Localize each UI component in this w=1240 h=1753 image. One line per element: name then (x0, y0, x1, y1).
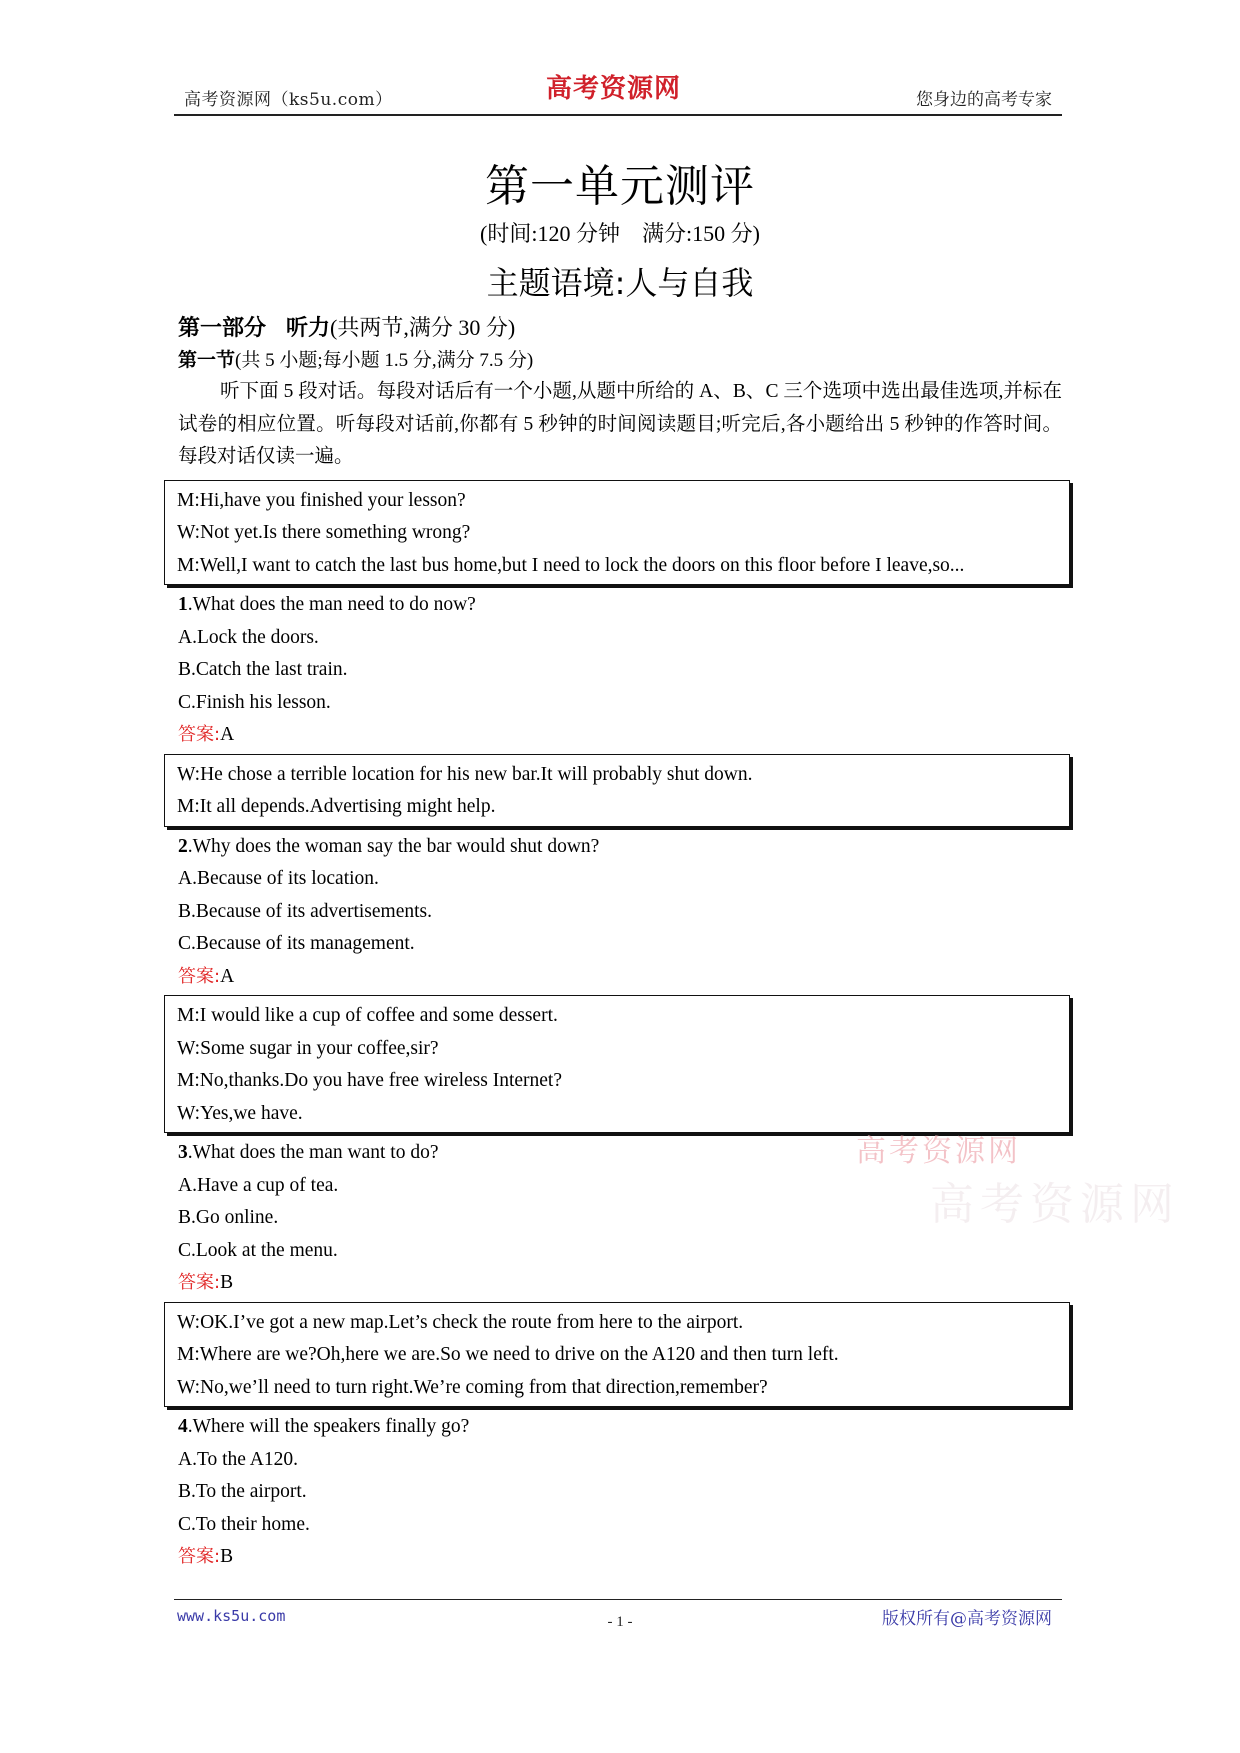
dialog-box (164, 754, 1070, 827)
dialog-line: M:It all depends.Advertising might help. (177, 796, 496, 817)
answer (178, 1267, 1062, 1300)
option-c: C.Look at the menu. (178, 1239, 338, 1261)
dialog-box (164, 1302, 1070, 1408)
question-text: .What does the man need to do now? (187, 594, 476, 615)
option-b: B.Go online. (178, 1207, 279, 1228)
section-title: 第一节 (178, 349, 236, 371)
question (178, 1411, 1062, 1574)
part-heading (178, 312, 1062, 345)
footer-copyright: 版权所有@高考资源网 (882, 1609, 1052, 1629)
question-number: 1 (178, 594, 188, 615)
option-b: B.To the airport. (178, 1481, 307, 1502)
option-a: A.Have a cup of tea. (178, 1174, 339, 1196)
question-stem (178, 589, 1062, 622)
answer-label: 答案: (178, 1546, 221, 1567)
question-number: 4 (178, 1416, 188, 1437)
dialog-box (164, 995, 1070, 1133)
question-block-1 (178, 480, 1062, 752)
option-a: A.To the A120. (178, 1448, 298, 1470)
section-heading (178, 345, 1062, 376)
answer (178, 719, 1062, 752)
question-text: .Where will the speakers finally go? (187, 1416, 470, 1437)
question-stem (178, 1411, 1062, 1444)
part-details: (共两节,满分 30 分) (330, 315, 516, 340)
question (178, 589, 1062, 752)
footer-divider (174, 1599, 1062, 1600)
dialog-line: W:Some sugar in your coffee,sir? (177, 1037, 439, 1059)
dialog-line: M:Hi,have you finished your lesson? (177, 489, 466, 511)
header-slogan: 您身边的高考专家 (916, 90, 1052, 110)
dialog-line: M:Well,I want to catch the last bus home,but I need to lock the doors on this floor before I leave,so... (177, 554, 965, 576)
part-title: 第一部分 (178, 316, 267, 341)
option-b: B.Catch the last train. (178, 659, 348, 680)
section-details: (共 5 小题;每小题 1.5 分,满分 7.5 分) (235, 350, 534, 371)
exam-content (178, 312, 1062, 1576)
dialog-line: W:Yes,we have. (177, 1102, 303, 1124)
question-text: .Why does the woman say the bar would shut down? (187, 835, 600, 857)
option-a: A.Because of its location. (178, 868, 379, 889)
question-number: 2 (178, 835, 188, 857)
option-b: B.Because of its advertisements. (178, 900, 432, 922)
exam-time: (时间:120 分钟 (480, 221, 620, 246)
dialog-box (164, 480, 1070, 586)
dialog-line: W:No,we’ll need to turn right.We’re coming from that direction,remember? (177, 1376, 768, 1398)
dialog-line: W:He chose a terrible location for his new bar.It will probably shut down. (177, 763, 753, 785)
question-text: .What does the man want to do? (187, 1142, 439, 1163)
header-site-name: 高考资源网（ks5u.com） (184, 90, 393, 110)
page-number: - 1 - (607, 1614, 633, 1630)
answer-label: 答案: (178, 724, 221, 745)
dialog-line: M:I would like a cup of coffee and some dessert. (177, 1005, 558, 1026)
theme-heading: 主题语境:人与自我 (486, 264, 754, 302)
option-c: C.To their home. (178, 1513, 310, 1535)
answer (178, 1541, 1062, 1574)
answer-label: 答案: (178, 1272, 221, 1293)
dialog-line: M:No,thanks.Do you have free wireless Internet? (177, 1070, 563, 1091)
section-instructions: 听下面 5 段对话。每段对话后有一个小题,从题中所给的 A、B、C 三个选项中选出最佳选项,并标在试卷的相应位置。听每段对话前,你都有 5 秒钟的时间阅读题目;听完后,各小题给出 5 秒钟的作答时间。每段对话仅读一遍。 (178, 381, 1062, 467)
option-c: C.Finish his lesson. (178, 691, 331, 713)
answer-value: B (220, 1272, 234, 1293)
question-stem (178, 831, 1062, 864)
question (178, 831, 1062, 994)
watermark-small: 高考资源网 (856, 1134, 1021, 1169)
exam-score: 满分:150 分) (642, 221, 760, 246)
question-block-4 (178, 1302, 1062, 1574)
part-subject: 听力 (286, 316, 331, 341)
answer-value: B (220, 1546, 234, 1567)
question-number: 3 (178, 1142, 188, 1163)
dialog-line: M:Where are we?Oh,here we are.So we need to drive on the A120 and then turn left. (177, 1344, 839, 1365)
answer-value: A (220, 965, 235, 987)
header-divider (174, 114, 1062, 116)
option-a: A.Lock the doors. (178, 626, 319, 648)
exam-info (0, 217, 1240, 248)
dialog-line: W:OK.I’ve got a new map.Let’s check the route from here to the airport. (177, 1311, 744, 1333)
question-block-2 (178, 754, 1062, 994)
answer (178, 961, 1062, 994)
page-title: 第一单元测评 (485, 161, 755, 212)
answer-value: A (220, 724, 235, 745)
watermark-large: 高考资源网 (930, 1179, 1180, 1230)
dialog-line: W:Not yet.Is there something wrong? (177, 522, 471, 543)
footer-site-link[interactable]: www.ks5u.com (177, 1607, 286, 1625)
page-header (174, 64, 1062, 116)
answer-label: 答案: (178, 965, 221, 987)
header-logo: 高考资源网 (546, 74, 682, 104)
option-c: C.Because of its management. (178, 933, 415, 954)
